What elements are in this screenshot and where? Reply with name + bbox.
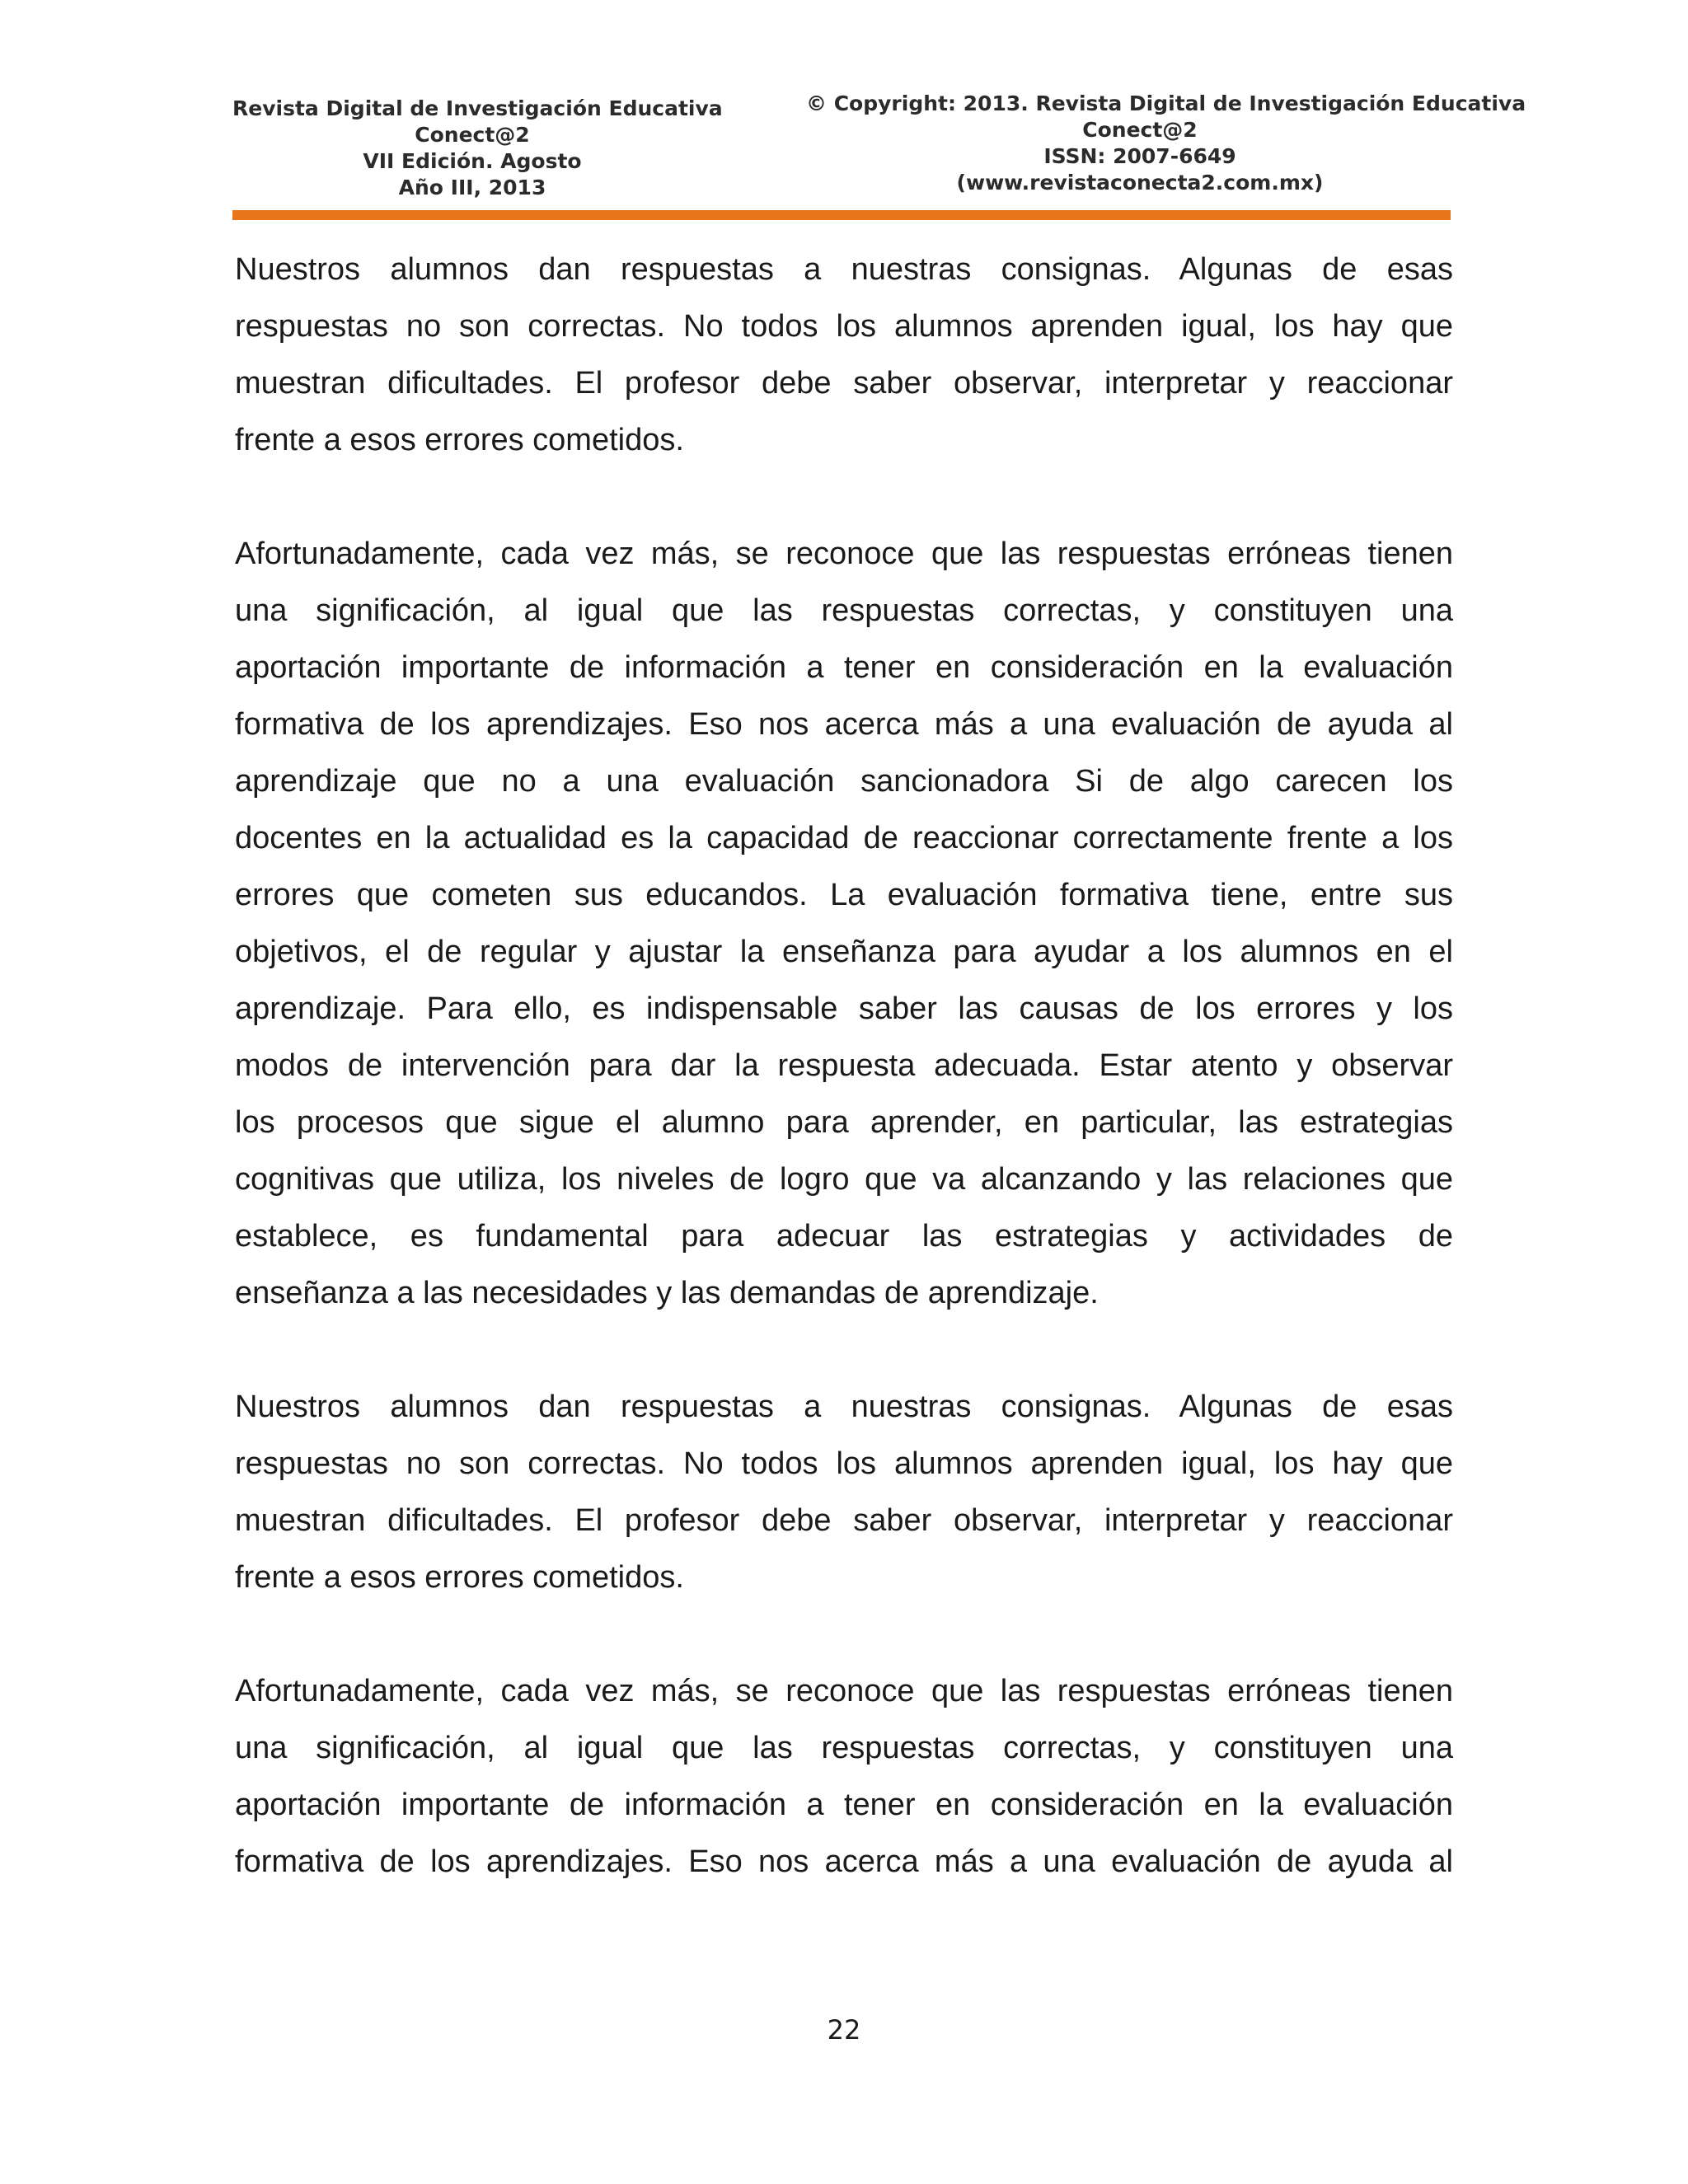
left-line: Conect@2	[415, 123, 530, 147]
paragraph-line: frente a esos errores cometidos.	[235, 423, 684, 457]
paragraph	[235, 1663, 1453, 1891]
paragraph-line: cognitivas que utiliza, los niveles de logro que va alcanzando y las relaciones que	[235, 1162, 1453, 1197]
journal-header-left	[232, 96, 723, 201]
paragraph-line: formativa de los aprendizajes. Eso nos acerca más a una evaluación de ayuda al	[235, 1844, 1453, 1879]
paragraph-line: Nuestros alumnos dan respuestas a nuestras consignas. Algunas de esas	[235, 252, 1453, 287]
paragraph-line: muestran dificultades. El profesor debe saber observar, interpretar y reaccionar	[235, 1503, 1453, 1538]
paragraph-line: Afortunadamente, cada vez más, se reconoce que las respuestas erróneas tienen	[235, 1674, 1453, 1708]
header-divider-rule	[232, 210, 1451, 220]
left-line: VII Edición. Agosto	[363, 149, 582, 173]
paragraph-line: frente a esos errores cometidos.	[235, 1560, 684, 1595]
paragraph-line: aprendizaje que no a una evaluación sancionadora Si de algo carecen los	[235, 764, 1453, 799]
paragraph-line: respuestas no son correctas. No todos los alumnos aprenden igual, los hay que	[235, 1446, 1453, 1481]
paragraph-line: aprendizaje. Para ello, es indispensable saber las causas de los errores y los	[235, 991, 1453, 1026]
article-body	[235, 241, 1453, 1947]
paragraph-line: muestran dificultades. El profesor debe saber observar, interpretar y reaccionar	[235, 366, 1453, 401]
right-line: ISSN: 2007-6649	[1043, 144, 1236, 168]
paragraph-line: Nuestros alumnos dan respuestas a nuestras consignas. Algunas de esas	[235, 1390, 1453, 1424]
left-line: Revista Digital de Investigación Educativa	[232, 96, 723, 120]
paragraph-line: respuestas no son correctas. No todos los alumnos aprenden igual, los hay que	[235, 309, 1453, 344]
paragraph	[235, 1379, 1453, 1606]
copyright-header-right	[806, 91, 1526, 196]
paragraph-line: objetivos, el de regular y ajustar la enseñanza para ayudar a los alumnos en el	[235, 935, 1453, 969]
right-line: (www.revistaconecta2.com.mx)	[956, 171, 1324, 194]
paragraph-line: modos de intervención para dar la respuesta adecuada. Estar atento y observar	[235, 1048, 1453, 1083]
paragraph-line: formativa de los aprendizajes. Eso nos acerca más a una evaluación de ayuda al	[235, 707, 1453, 742]
paragraph-line: una significación, al igual que las respuestas correctas, y constituyen una	[235, 1731, 1453, 1765]
paragraph-line: los procesos que sigue el alumno para aprender, en particular, las estrategias	[235, 1105, 1453, 1140]
paragraph-line: Afortunadamente, cada vez más, se reconoce que las respuestas erróneas tienen	[235, 537, 1453, 571]
paragraph-line: aportación importante de información a tener en consideración en la evaluación	[235, 650, 1453, 685]
right-line: Conect@2	[1082, 118, 1198, 142]
paragraph-line: docentes en la actualidad es la capacidad de reaccionar correctamente frente a los	[235, 821, 1453, 855]
page-number: 22	[827, 2014, 861, 2046]
paragraph-line: establece, es fundamental para adecuar las estrategias y actividades de	[235, 1219, 1453, 1254]
paragraph-line: enseñanza a las necesidades y las demandas de aprendizaje.	[235, 1276, 1099, 1310]
left-line: Año III, 2013	[398, 176, 546, 199]
paragraph-line: una significación, al igual que las respuestas correctas, y constituyen una	[235, 593, 1453, 628]
paragraph-line: aportación importante de información a tener en consideración en la evaluación	[235, 1788, 1453, 1822]
right-line: © Copyright: 2013. Revista Digital de Investigación Educativa	[806, 91, 1526, 115]
paragraph	[235, 241, 1453, 469]
paragraph-line: errores que cometen sus educandos. La evaluación formativa tiene, entre sus	[235, 878, 1453, 912]
paragraph	[235, 526, 1453, 1322]
